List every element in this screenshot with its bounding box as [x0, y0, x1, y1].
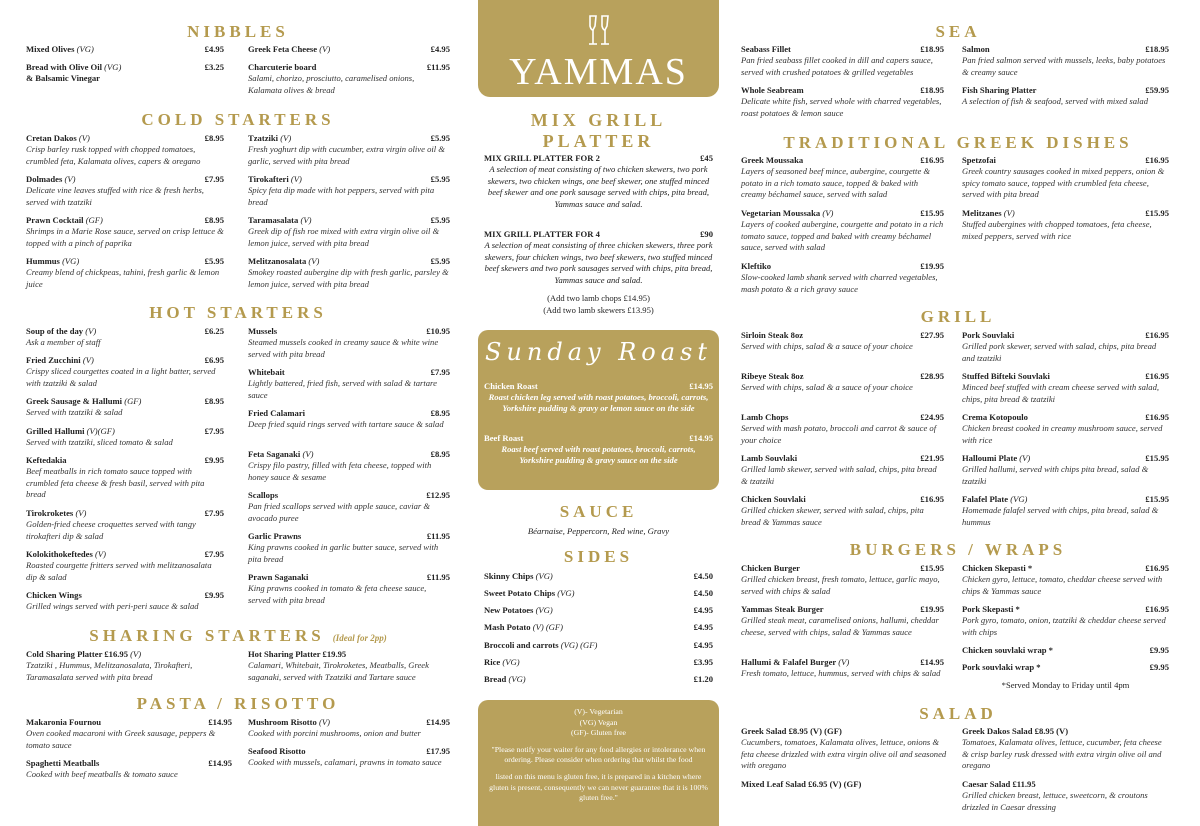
salad-title: SALAD — [919, 704, 997, 723]
menu-item: Salmon £18.95 Pan fried salmon served with mussels, leeks, baby potatoes & creamy sauce — [962, 44, 1169, 77]
menu-item: Chicken Skepasti * £16.95 Chicken gyro, lettuce, tomato, cheddar cheese served with chips & Yammas sauce — [962, 563, 1169, 596]
menu-item: Greek Sausage & Hallumi (GF) £8.95 Served with tzatziki & salad — [26, 396, 224, 418]
grill-title: GRILL — [920, 307, 996, 326]
dietary-info-box: (V)- Vegetarian (VG) Vegan (GF)- Gluten free "Please notify your waiter for any food allergies or intolerance when ordering. Please consider when ordering that whilst the food listed on this menu is gluten free, it is prepared in a kitchen where gluten is present, consequently we can never guarantee that it is 100% gluten free." — [478, 700, 719, 826]
menu-item: Prawn Saganaki £11.95 King prawns cooked in tomato & feta cheese sauce, served with pita bread — [248, 572, 450, 605]
menu-item: Sweet Potato Chips (VG) £4.50 — [484, 588, 713, 598]
menu-item: Chicken Souvlaki £16.95 Grilled chicken skewer, served with salad, chips, pita bread & Yammas sauce — [741, 494, 944, 527]
menu-item: Greek Salad £8.95 (V) (GF) Cucumbers, tomatoes, Kalamata olives, lettuce, onions & feta cheese drizzled with extra virgin olive oil and seasoned with oregano — [741, 726, 947, 771]
menu-item: Greek Dakos Salad £8.95 (V) Tomatoes, Kalamata olives, lettuce, cucumber, feta cheese & crisp barley rusk dressed with extra virgin olive oil and oregano — [962, 726, 1162, 771]
menu-item: Prawn Cocktail (GF) £8.95 Shrimps in a Marie Rose sauce, served on crisp lettuce & topped with a pinch of paprika — [26, 215, 224, 248]
menu-item: Yammas Steak Burger £19.95 Grilled steak meat, caramelised onions, hallumi, cheddar cheese, served with chips, salad & Yammas sauce — [741, 604, 944, 637]
menu-item: Mussels £10.95 Steamed mussels cooked in creamy sauce & white wine served with pita bread — [248, 326, 450, 359]
menu-item: Stuffed Bifteki Souvlaki £16.95 Minced beef stuffed with cream cheese served with salad, chips, pita bread & tzatziki — [962, 371, 1169, 404]
burgers-note: *Served Monday to Friday until 4pm — [1001, 680, 1130, 690]
mix-grill-title: MIX GRILL PLATTER — [530, 110, 667, 151]
menu-item: Fried Zucchini (V) £6.95 Crispy sliced courgettes coated in a light batter, served with tzatziki & salad — [26, 355, 224, 388]
menu-item: Chicken souvlaki wrap * £9.95 — [962, 645, 1169, 655]
menu-item: New Potatoes (VG) £4.95 — [484, 605, 713, 615]
nibbles-title: NIBBLES — [187, 22, 289, 41]
wine-glasses-icon — [584, 14, 614, 50]
menu-item: Tirokroketes (V) £7.95 Golden-fried cheese croquettes served with tangy tirokafteri dip & salad — [26, 508, 224, 541]
sunday-roast-title: Sunday Roast — [484, 338, 712, 366]
menu-item: Feta Saganaki (V) £8.95 Crispy filo pastry, filled with feta cheese, topped with honey sauce & sesame — [248, 449, 450, 482]
menu-item: Whole Seabream £18.95 Delicate white fish, served whole with charred vegetables, roast potatoes & lemon sauce — [741, 85, 944, 118]
menu-item: Garlic Prawns £11.95 King prawns cooked in garlic butter sauce, served with pita bread — [248, 531, 450, 564]
menu-item: Fried Calamari £8.95 Deep fried squid rings served with tartare sauce & salad — [248, 408, 450, 430]
menu-item: Makaronia Fournou £14.95 Oven cooked macaroni with Greek sausage, peppers & tomato sauce — [26, 717, 232, 750]
menu-item: Rice (VG) £3.95 — [484, 657, 713, 667]
menu-item: Whitebait £7.95 Lightly battered, fried fish, served with salad & tartare sauce — [248, 367, 450, 400]
menu-item: Crema Kotopoulo £16.95 Chicken breast cooked in creamy mushroom sauce, served with rice — [962, 412, 1169, 445]
menu-item: Greek Moussaka £16.95 Layers of seasoned beef mince, aubergine, courgette & potato in a rich tomato sauce, topped & baked with creamy béchamel sauce, served with salad — [741, 155, 944, 200]
menu-item: Lamb Souvlaki £21.95 Grilled lamb skewer, served with salad, chips, pita bread & tzatziki — [741, 453, 944, 486]
menu-item: Vegetarian Moussaka (V) £15.95 Layers of cooked aubergine, courgette and potato in a rich tomato sauce, topped and baked with creamy béchamel sauce, served with salad — [741, 208, 944, 253]
sauce-list: Béarnaise, Peppercorn, Red wine, Gravy — [527, 526, 670, 536]
menu-item: Skinny Chips (VG) £4.50 — [484, 571, 713, 581]
menu-item: Spetzofai £16.95 Greek country sausages cooked in mixed peppers, onion & spicy tomato sauce, topped with crumbled feta cheese, served with pita bread — [962, 155, 1169, 200]
menu-item: Tzatziki (V) £5.95 Fresh yoghurt dip with cucumber, extra virgin olive oil & garlic, served with pita bread — [248, 133, 450, 166]
menu-item: Pork Souvlaki £16.95 Grilled pork skewer, served with salad, chips, pita bread and tzatziki — [962, 330, 1169, 363]
menu-item: Melitzanosalata (V) £5.95 Smokey roasted aubergine dip with fresh garlic, parsley & lemon juice, served with pita bread — [248, 256, 450, 289]
menu-item: Charcuterie board £11.95 Salami, chorizo, prosciutto, caramelised onions, Kalamata olives & bread — [248, 62, 450, 95]
menu-item: Cold Sharing Platter £16.95 (V) Tzatziki , Hummus, Melitzanosalata, Tirokafteri, Taramasalata served with pita bread — [26, 649, 193, 682]
menu-item: Taramasalata (V) £5.95 Greek dip of fish roe mixed with extra virgin olive oil & lemon juice, served with pita bread — [248, 215, 450, 248]
menu-item: Hot Sharing Platter £19.95 Calamari, Whitebait, Tirokroketes, Meatballs, Greek saganaki, served with Tzatziki and Tartare sauce — [248, 649, 429, 682]
extra-note: (Add two lamb skewers £13.95) — [543, 305, 654, 315]
middle-column — [478, 0, 719, 826]
menu-item: Mushroom Risotto (V) £14.95 Cooked with porcini mushrooms, onion and butter — [248, 717, 450, 739]
menu-item: Chicken Wings £9.95 Grilled wings served with peri-peri sauce & salad — [26, 590, 224, 612]
menu-item: Greek Feta Cheese (V) £4.95 — [248, 44, 450, 54]
menu-item: Falafel Plate (VG) £15.95 Homemade falafel served with chips, pita bread, salad & hummus — [962, 494, 1169, 527]
menu-item: Kolokithokeftedes (V) £7.95 Roasted courgette fritters served with melitzanosalata dip & salad — [26, 549, 224, 582]
menu-item: Chicken Burger £15.95 Grilled chicken breast, fresh tomato, lettuce, garlic mayo, served with chips & salad — [741, 563, 944, 596]
extra-note: (Add two lamb chops £14.95) — [547, 293, 650, 303]
menu-item: Seafood Risotto £17.95 Cooked with mussels, calamari, prawns in tomato sauce — [248, 746, 450, 768]
menu-item: Mash Potato (V) (GF) £4.95 — [484, 622, 713, 632]
menu-item: Mixed Leaf Salad £6.95 (V) (GF) — [741, 779, 862, 789]
menu-item: Hallumi & Falafel Burger (V) £14.95 Fresh tomato, lettuce, hummus, served with chips & salad — [741, 657, 944, 679]
menu-item: Chicken Roast £14.95 Roast chicken leg served with roast potatoes, broccoli, carrots, Yorkshire pudding & gravy or lemon sauce on the side — [484, 381, 713, 414]
menu-item: Keftedakia £9.95 Beef meatballs in rich tomato sauce topped with crumbled feta cheese & fresh basil, served with pita bread — [26, 455, 224, 500]
menu-item: Pork Skepasti * £16.95 Pork gyro, tomato, onion, tzatziki & cheddar cheese served with chips — [962, 604, 1169, 637]
pasta-risotto-title: PASTA / RISOTTO — [136, 694, 340, 713]
sea-title: SEA — [935, 22, 981, 41]
menu-item: Melitzanes (V) £15.95 Stuffed aubergines with chopped tomatoes, feta cheese, mixed peppers, served with rice — [962, 208, 1169, 241]
menu-item: Cretan Dakos (V) £8.95 Crisp barley rusk topped with chopped tomatoes, crumbled feta, Kalamata olives, capers & oregano — [26, 133, 224, 166]
menu-item: Broccoli and carrots (VG) (GF) £4.95 — [484, 640, 713, 650]
sauce-title: SAUCE — [559, 502, 638, 521]
logo-box — [478, 0, 719, 97]
menu-item: Beef Roast £14.95 Roast beef served with roast potatoes, broccoli, carrots, Yorkshire pudding & gravy sauce on the side — [484, 433, 713, 466]
burgers-title: BURGERS / WRAPS — [849, 540, 1067, 559]
menu-item: Seabass Fillet £18.95 Pan fried seabass fillet cooked in dill and capers sauce, served with crushed potatoes & grilled vegetables — [741, 44, 944, 77]
menu-item: Pork souvlaki wrap * £9.95 — [962, 662, 1169, 672]
menu-item: Mixed Olives (VG) £4.95 — [26, 44, 224, 54]
menu-item: MIX GRILL PLATTER FOR 2 £45 A selection of meat consisting of two chicken skewers, two pork skewers, two chicken wings, one beef skewer, one stuffed minced beef skewer and one pork sausage served with chips, pita bread, Yammas sauce and salad. — [484, 153, 713, 209]
sides-title: SIDES — [563, 547, 634, 566]
menu-item: Grilled Hallumi (V)(GF) £7.95 Served with tzatziki, sliced tomato & salad — [26, 426, 224, 448]
menu-item: Bread with Olive Oil (VG) £3.25 & Balsamic Vinegar — [26, 62, 224, 84]
menu-item: Dolmades (V) £7.95 Delicate vine leaves stuffed with rice & fresh herbs, served with tzatziki — [26, 174, 224, 207]
menu-item: Lamb Chops £24.95 Served with mash potato, broccoli and carrot & sauce of your choice — [741, 412, 944, 445]
menu-item: Tirokafteri (V) £5.95 Spicy feta dip made with hot peppers, served with pita bread — [248, 174, 450, 207]
menu-item: Sirloin Steak 8oz £27.95 Served with chips, salad & a sauce of your choice — [741, 330, 944, 352]
menu-item: Soup of the day (V) £6.25 Ask a member of staff — [26, 326, 224, 348]
menu-item: Scallops £12.95 Pan fried scallops served with apple sauce, caviar & avocado puree — [248, 490, 450, 523]
traditional-title: TRADITIONAL GREEK DISHES — [783, 133, 1133, 152]
cold-starters-title: COLD STARTERS — [141, 110, 335, 129]
menu-item: Bread (VG) £1.20 — [484, 674, 713, 684]
menu-item: Ribeye Steak 8oz £28.95 Served with chips, salad & a sauce of your choice — [741, 371, 944, 393]
sharing-starters-title: SHARING STARTERS (Ideal for 2pp) — [89, 626, 387, 645]
hot-starters-title: HOT STARTERS — [149, 303, 327, 322]
sunday-roast-box — [478, 330, 719, 490]
menu-item: Fish Sharing Platter £59.95 A selection of fish & seafood, served with mixed salad — [962, 85, 1169, 107]
logo-text: YAMMAS — [509, 51, 688, 93]
menu-item: Caesar Salad £11.95 Grilled chicken breast, lettuce, sweetcorn, & croutons drizzled in Caesar dressing — [962, 779, 1148, 812]
menu-item: Spaghetti Meatballs £14.95 Cooked with beef meatballs & tomato sauce — [26, 758, 232, 780]
menu-item: Hummus (VG) £5.95 Creamy blend of chickpeas, tahini, fresh garlic & lemon juice — [26, 256, 224, 289]
menu-item: Kleftiko £19.95 Slow-cooked lamb shank served with charred vegetables, mash potato & a rich gravy sauce — [741, 261, 944, 294]
menu-item: MIX GRILL PLATTER FOR 4 £90 A selection of meat consisting of three chicken skewers, three pork skewers, four chicken wings, two beef skewers, two stuffed minced beef skewers and two pork sausages served with chips, pita bread, Yammas sauce and salad. — [484, 229, 713, 285]
menu-item: Halloumi Plate (V) £15.95 Grilled hallumi, served with chips pita bread, salad & tzatziki — [962, 453, 1169, 486]
